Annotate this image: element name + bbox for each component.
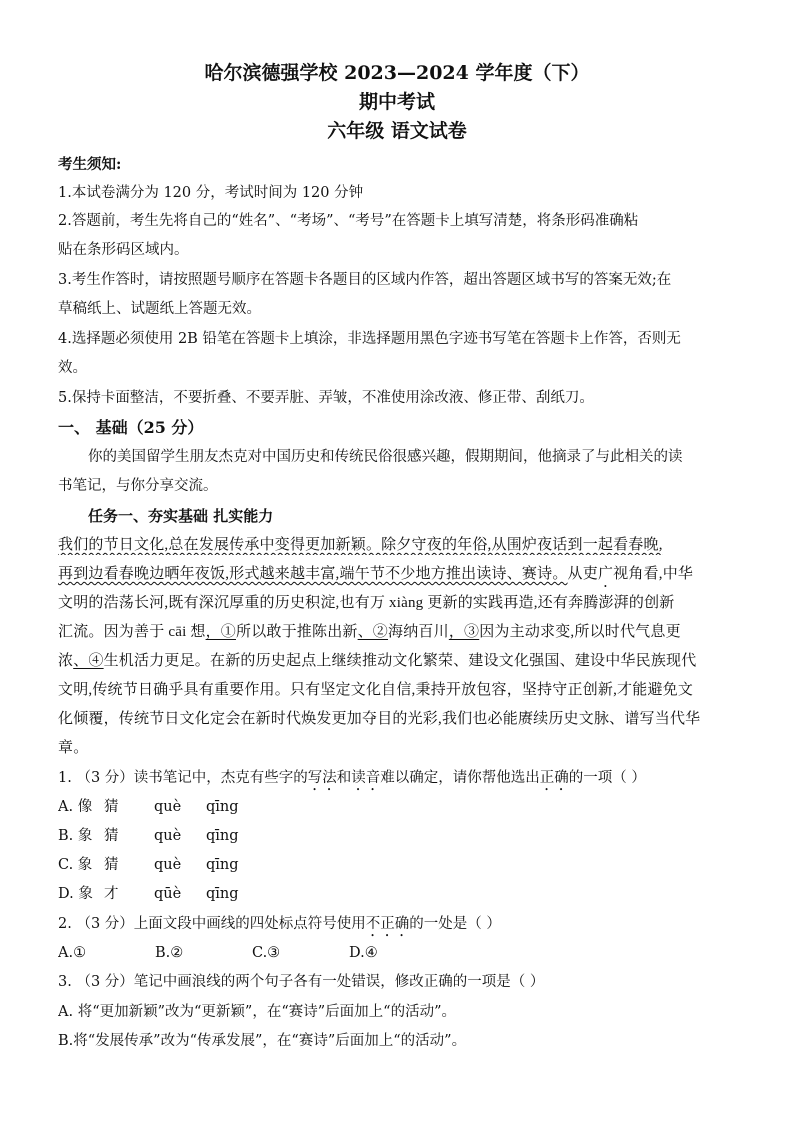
q3-option-b: B.将“发展传承”改为“传承发展”，在“赛诗”后面加上“的活动”。: [58, 1033, 467, 1049]
q2-option-a: A.①: [58, 945, 87, 961]
notice-heading: 考生须知:: [58, 156, 122, 173]
passage-line-7: 化倾覆，传统节日文化定会在新时代焕发更加夺目的光彩,我们也必能赓续历史文脉、谱写当代华: [58, 711, 701, 727]
intro-line-2: 书笔记，与你分享交流。: [58, 478, 218, 494]
wavy-sentence-2b: 端午节不少地方推出读诗、赛诗。: [339, 566, 568, 582]
intro-line-1: 你的美国留学生朋友杰克对中国历史和传统民俗很感兴趣，假期期间，他摘录了与此相关的读: [88, 449, 683, 465]
passage-line-4: 汇流。因为善于 cāi 想，①所以敢于推陈出新、②海纳百川，③因为主动求变,所以时代气息更: [58, 624, 681, 640]
notice-line-1: 1.本试卷满分为 120 分，考试时间为 120 分钟: [58, 185, 364, 201]
q2-option-c: C.③: [252, 945, 281, 961]
q2-option-d: D.④: [349, 945, 378, 961]
question-3-stem: 3. （3 分）笔记中画浪线的两个句子各有一处错误，修改正确的一项是（ ）: [58, 974, 545, 990]
q3-option-a: A. 将“更加新颖”改为“更新颖”，在“赛诗”后面加上“的活动”。: [58, 1004, 456, 1020]
exam-type-title: 期中考试: [358, 91, 435, 113]
passage-line-3: 文明的浩荡长河,既有深沉厚重的历史积淀,也有万 xiàng 更新的实践再造,还有奔腾澎湃的创新: [58, 595, 675, 611]
notice-line-2: 2.答题前，考生先将自己的“姓名”、“考场”、“考号”在答题卡上填写清楚，将条形码准确粘: [58, 213, 639, 229]
passage-line-8: 章。: [58, 740, 89, 756]
q1-option-a: A. 像 猜 què qīng: [58, 799, 239, 815]
passage-line-6: 文明,传统节日确乎具有重要作用。只有坚定文化自信,秉持开放包容，坚持守正创新,才能避免文: [58, 682, 694, 698]
underlined-punct-1: ，①: [205, 624, 236, 640]
passage-line-5: 浓、④生机活力更足。在新的历史起点上继续推动文化繁荣、建设文化强国、建设中华民族现代: [58, 653, 697, 669]
exam-subject-title: 六年级 语文试卷: [327, 120, 467, 142]
q1-option-c: C. 象 猜 què qīng: [58, 857, 239, 873]
notice-line-3: 贴在条形码区域内。: [58, 242, 189, 258]
q2-option-b: B.②: [155, 945, 184, 961]
passage-line-1: [58, 535, 742, 555]
notice-line-4: 3.考生作答时，请按照题号顺序在答题卡各题目的区域内作答，超出答题区域书写的答案无效;在: [58, 272, 672, 288]
question-1-stem: 1. （3 分）读书笔记中，杰克有些字的写法和读音难以确定，请你帮他选出正确的一项（ ）: [58, 770, 646, 786]
passage-line-2: 再到边看春晚边晒年夜饭,形式越来越丰富,端午节不少地方推出读诗、赛诗。从吏广视角看,中华: [58, 566, 694, 582]
notice-line-7: 效。: [58, 360, 87, 376]
exam-school-title: 哈尔滨德强学校 2023—2024 学年度（下）: [204, 62, 590, 84]
underlined-punct-3: ，③: [448, 624, 480, 640]
wavy-sentence-1: 我们的节日文化,总在发展传承中变得更加新颖。除夕守夜的年俗,从围炉夜话到一起看春晚,: [58, 537, 663, 553]
q1-option-d: D. 象 才 qūè qīng: [58, 886, 239, 902]
q1-option-b: B. 象 猜 què qīng: [58, 828, 239, 844]
section-heading: 一、 基础（25 分）: [58, 418, 204, 437]
q2-options: [58, 943, 742, 963]
dotted-char-guang: 广: [597, 566, 614, 582]
underlined-punct-2: 、②: [357, 624, 389, 640]
notice-line-8: 5.保持卡面整洁，不要折叠、不要弄脏、弄皱，不准使用涂改液、修正带、刮纸刀。: [58, 390, 594, 406]
notice-line-6: 4.选择题必须使用 2B 铅笔在答题卡上填涂，非选择题用黑色字迹书写笔在答题卡上作答，否则无: [58, 331, 681, 347]
underlined-punct-4: 、④: [73, 653, 104, 669]
notice-line-5: 草稿纸上、试题纸上答题无效。: [58, 301, 261, 317]
task-heading: 任务一、夯实基础 扎实能力: [88, 507, 274, 525]
wavy-sentence-2a: 再到边看春晚边晒年夜饭,形式越来越丰富,: [58, 566, 340, 582]
question-2-stem: 2. （3 分）上面文段中画线的四处标点符号使用不正确的一处是（ ）: [58, 916, 501, 932]
